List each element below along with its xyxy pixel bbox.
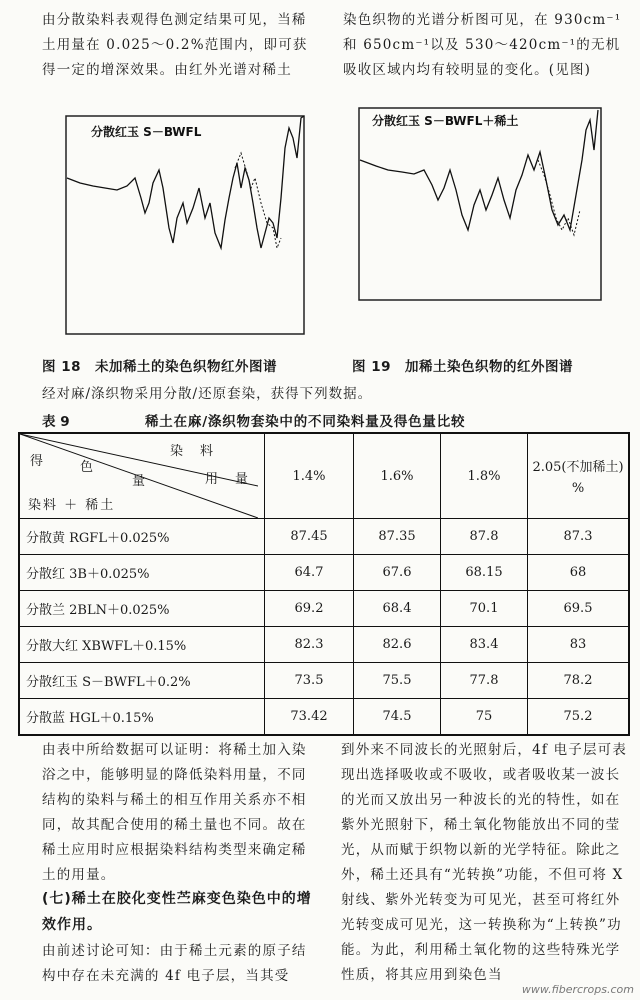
table-row <box>19 663 629 699</box>
table-cell: 75.2 <box>528 699 630 736</box>
table-cell: 73.5 <box>265 663 354 699</box>
table-row <box>19 627 629 663</box>
table-cell: 83.4 <box>441 627 528 663</box>
watermark: www.fibercrops.com <box>521 983 634 996</box>
header-diag-left2: 色 <box>80 460 96 475</box>
row-label: 分散红玉 S－BWFL＋0.2% <box>19 663 265 699</box>
row-label: 分散红 3B＋0.025% <box>19 555 265 591</box>
table-cell: 69.2 <box>265 591 354 627</box>
figure-18-inner-label: 分散红玉 S－BWFL <box>91 125 202 139</box>
column-header-4 <box>528 433 630 519</box>
table-row <box>19 699 629 736</box>
table-cell: 75 <box>441 699 528 736</box>
table-cell: 77.8 <box>441 663 528 699</box>
column-header-1: 1.4% <box>265 433 354 519</box>
table-cell: 68.15 <box>441 555 528 591</box>
table-cell: 87.45 <box>265 519 354 555</box>
table-cell: 87.35 <box>354 519 441 555</box>
header-diag-left: 得 <box>30 454 46 469</box>
table-row <box>19 555 629 591</box>
figure-19-caption: 图 19 加稀土染色织物的红外图谱 <box>352 359 573 375</box>
row-label: 分散大红 XBWFL＋0.15% <box>19 627 265 663</box>
row-label: 分散黄 RGFL＋0.025% <box>19 519 265 555</box>
figure-18-caption: 图 18 未加稀土的染色织物红外图谱 <box>42 359 277 375</box>
ir-spectrum-figure-18 <box>65 108 310 348</box>
table-row <box>19 519 629 555</box>
table-caption: 稀土在麻/涤织物套染中的不同染料量及得色量比较 <box>145 414 466 430</box>
table-cell: 87.8 <box>441 519 528 555</box>
table-cell: 70.1 <box>441 591 528 627</box>
column-header-3: 1.8% <box>441 433 528 519</box>
table-cell: 67.6 <box>354 555 441 591</box>
table-cell: 87.3 <box>528 519 630 555</box>
table-cell: 73.42 <box>265 699 354 736</box>
section-heading: (七)稀土在胶化变性苎麻变色染色中的增效作用。 <box>42 891 312 933</box>
table-row <box>19 591 629 627</box>
column-header-4-unit: % <box>571 481 585 496</box>
header-diag-top: 染 料 <box>170 444 216 459</box>
paragraph-top-right: 染色织物的光谱分析图可见，在 930cm⁻¹ 和 650cm⁻¹以及 530～420cm⁻¹的无机吸收区域内均有较明显的变化。(见图) <box>343 12 622 78</box>
row-label: 分散兰 2BLN＋0.025% <box>19 591 265 627</box>
table-cell: 64.7 <box>265 555 354 591</box>
paragraph-top-left: 由分散染料表观得色测定结果可见，当稀土用量在 0.025～0.2%范围内，即可获得一定的增深效果。由红外光谱对稀土 <box>42 12 308 78</box>
table-cell: 75.5 <box>354 663 441 699</box>
column-header-4-main: 2.05(不加稀土) <box>532 460 624 475</box>
table-cell: 82.6 <box>354 627 441 663</box>
table-cell: 83 <box>528 627 630 663</box>
table-cell: 74.5 <box>354 699 441 736</box>
table-header-row <box>19 433 629 519</box>
ir-spectrum-figure-19 <box>358 100 608 345</box>
header-diag-center: 量 <box>132 474 148 489</box>
dye-yield-table <box>18 432 630 736</box>
method-sentence: 经对麻/涤织物采用分散/还原套染，获得下列数据。 <box>42 386 373 402</box>
header-diag-right: 用 量 <box>205 472 251 487</box>
header-diagonal-cell <box>19 433 265 519</box>
paragraph-bottom-left: 由表中所给数据可以证明：将稀土加入染浴之中，能够明显的降低染料用量，不同结构的染料与稀土的相互作用关系亦不相同，故其配合使用的稀土量也不同。故在稀土应用时应根据染料结构类型来确定稀土的用量。 <box>42 742 307 883</box>
table-cell: 78.2 <box>528 663 630 699</box>
column-header-2: 1.6% <box>354 433 441 519</box>
paragraph-bottom-right: 到外来不同波长的光照射后，4f 电子层可表现出选择吸收或不吸收，或者吸收某一波长的光而又放出另一种波长的光的特性，如在紫外光照射下，稀土氧化物能放出不同的莹光，从而赋于织物以新的光学特征。除此之外，稀土还具有“光转换”功能，不但可将 X 射线、紫外光转变为可见光，甚至可将红外光转变成可见光，这一转换称为“上转换”功能。为此，利用稀土氧化物的这些特殊光学性质，将其应用到染色当 <box>341 742 628 983</box>
header-diag-bottom: 染料 ＋ 稀土 <box>28 498 116 513</box>
table-cell: 82.3 <box>265 627 354 663</box>
table-label: 表 9 <box>42 414 70 430</box>
table-cell: 69.5 <box>528 591 630 627</box>
table-cell: 68 <box>528 555 630 591</box>
table-cell: 68.4 <box>354 591 441 627</box>
paragraph-bottom-left-2: 由前述讨论可知：由于稀土元素的原子结构中存在未充满的 4f 电子层，当其受 <box>42 943 307 984</box>
figure-19-inner-label: 分散红玉 S－BWFL＋稀土 <box>372 114 519 128</box>
row-label: 分散蓝 HGL＋0.15% <box>19 699 265 736</box>
